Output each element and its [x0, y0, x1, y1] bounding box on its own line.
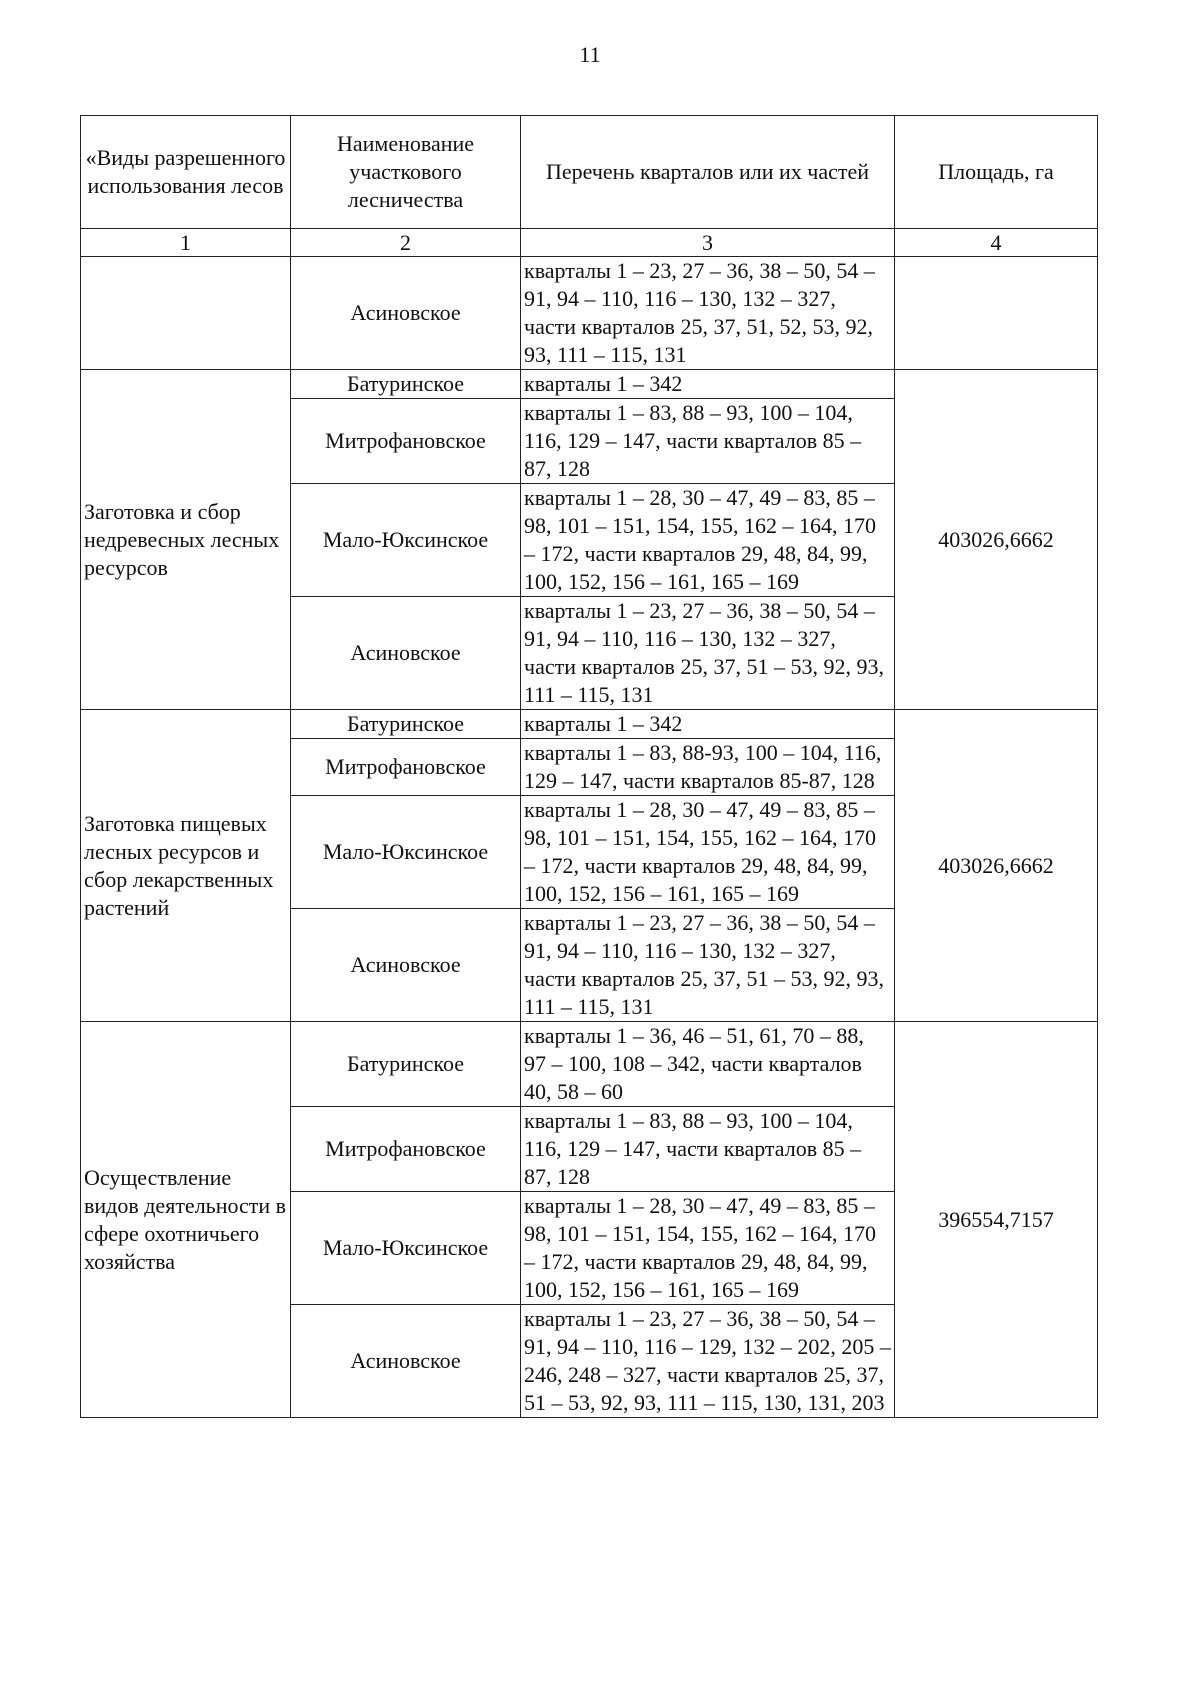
quarters-cell: кварталы 1 – 23, 27 – 36, 38 – 50, 54 – 91, 94 – 110, 116 – 130, 132 – 327, части кварталов 25, 37, 51 – 53, 92, 93, 111 – 115, 131: [521, 597, 895, 710]
header-area: Площадь, га: [895, 116, 1098, 229]
quarters-cell: кварталы 1 – 36, 46 – 51, 61, 70 – 88, 97 – 100, 108 – 342, части кварталов 40, 58 – 60: [521, 1022, 895, 1107]
quarters-cell: кварталы 1 – 23, 27 – 36, 38 – 50, 54 – 91, 94 – 110, 116 – 130, 132 – 327, части кварталов 25, 37, 51, 52, 53, 92, 93, 111 – 115, 131: [521, 257, 895, 370]
use-kind-cell: Осуществление видов деятельности в сфере охотничьего хозяйства: [81, 1022, 291, 1418]
page-number: 11: [579, 42, 601, 67]
header-row: [81, 116, 1098, 229]
table-row: [81, 370, 1098, 399]
column-number: 3: [521, 229, 895, 257]
column-number: 4: [895, 229, 1098, 257]
column-number-row: [81, 229, 1098, 257]
quarters-cell: кварталы 1 – 342: [521, 710, 895, 739]
use-kind-cell: Заготовка и сбор недревесных лесных ресурсов: [81, 370, 291, 710]
quarters-cell: кварталы 1 – 28, 30 – 47, 49 – 83, 85 – 98, 101 – 151, 154, 155, 162 – 164, 170 – 172, части кварталов 29, 48, 84, 99, 100, 152, 156 – 161, 165 – 169: [521, 484, 895, 597]
forestry-cell: Митрофановское: [291, 1107, 521, 1192]
quarters-cell: кварталы 1 – 83, 88 – 93, 100 – 104, 116, 129 – 147, части кварталов 85 – 87, 128: [521, 399, 895, 484]
forestry-cell: Мало-Юксинское: [291, 1192, 521, 1305]
forestry-cell: Асиновское: [291, 1305, 521, 1418]
area-cell: 396554,7157: [895, 1022, 1098, 1418]
forest-use-table: [80, 115, 1098, 1418]
header-use-kind: «Виды разрешенного использования лесов: [81, 116, 291, 229]
column-number: 2: [291, 229, 521, 257]
quarters-cell: кварталы 1 – 83, 88-93, 100 – 104, 116, 129 – 147, части кварталов 85-87, 128: [521, 739, 895, 796]
quarters-cell: кварталы 1 – 23, 27 – 36, 38 – 50, 54 – 91, 94 – 110, 116 – 129, 132 – 202, 205 – 246, 248 – 327, части кварталов 25, 37, 51 – 53, 92, 93, 111 – 115, 130, 131, 203: [521, 1305, 895, 1418]
area-cell: [895, 257, 1098, 370]
forestry-cell: Батуринское: [291, 370, 521, 399]
area-cell: 403026,6662: [895, 710, 1098, 1022]
quarters-cell: кварталы 1 – 342: [521, 370, 895, 399]
header-quarters: Перечень кварталов или их частей: [521, 116, 895, 229]
forestry-cell: Мало-Юксинское: [291, 796, 521, 909]
quarters-cell: кварталы 1 – 23, 27 – 36, 38 – 50, 54 – 91, 94 – 110, 116 – 130, 132 – 327, части кварталов 25, 37, 51 – 53, 92, 93, 111 – 115, 131: [521, 909, 895, 1022]
forestry-cell: Батуринское: [291, 1022, 521, 1107]
area-cell: 403026,6662: [895, 370, 1098, 710]
forestry-cell: Асиновское: [291, 909, 521, 1022]
quarters-cell: кварталы 1 – 28, 30 – 47, 49 – 83, 85 – 98, 101 – 151, 154, 155, 162 – 164, 170 – 172, части кварталов 29, 48, 84, 99, 100, 152, 156 – 161, 165 – 169: [521, 1192, 895, 1305]
quarters-cell: кварталы 1 – 28, 30 – 47, 49 – 83, 85 – 98, 101 – 151, 154, 155, 162 – 164, 170 – 172, части кварталов 29, 48, 84, 99, 100, 152, 156 – 161, 165 – 169: [521, 796, 895, 909]
forestry-cell: Батуринское: [291, 710, 521, 739]
forestry-cell: Асиновское: [291, 597, 521, 710]
header-forestry: Наименование участкового лесничества: [291, 116, 521, 229]
table-row: [81, 1022, 1098, 1107]
table-row: [81, 257, 1098, 370]
forestry-cell: Митрофановское: [291, 399, 521, 484]
column-number: 1: [81, 229, 291, 257]
forestry-cell: Митрофановское: [291, 739, 521, 796]
forestry-cell: Мало-Юксинское: [291, 484, 521, 597]
table-row: [81, 710, 1098, 739]
quarters-cell: кварталы 1 – 83, 88 – 93, 100 – 104, 116, 129 – 147, части кварталов 85 – 87, 128: [521, 1107, 895, 1192]
use-kind-cell: [81, 257, 291, 370]
forestry-cell: Асиновское: [291, 257, 521, 370]
use-kind-cell: Заготовка пищевых лесных ресурсов и сбор лекарственных растений: [81, 710, 291, 1022]
